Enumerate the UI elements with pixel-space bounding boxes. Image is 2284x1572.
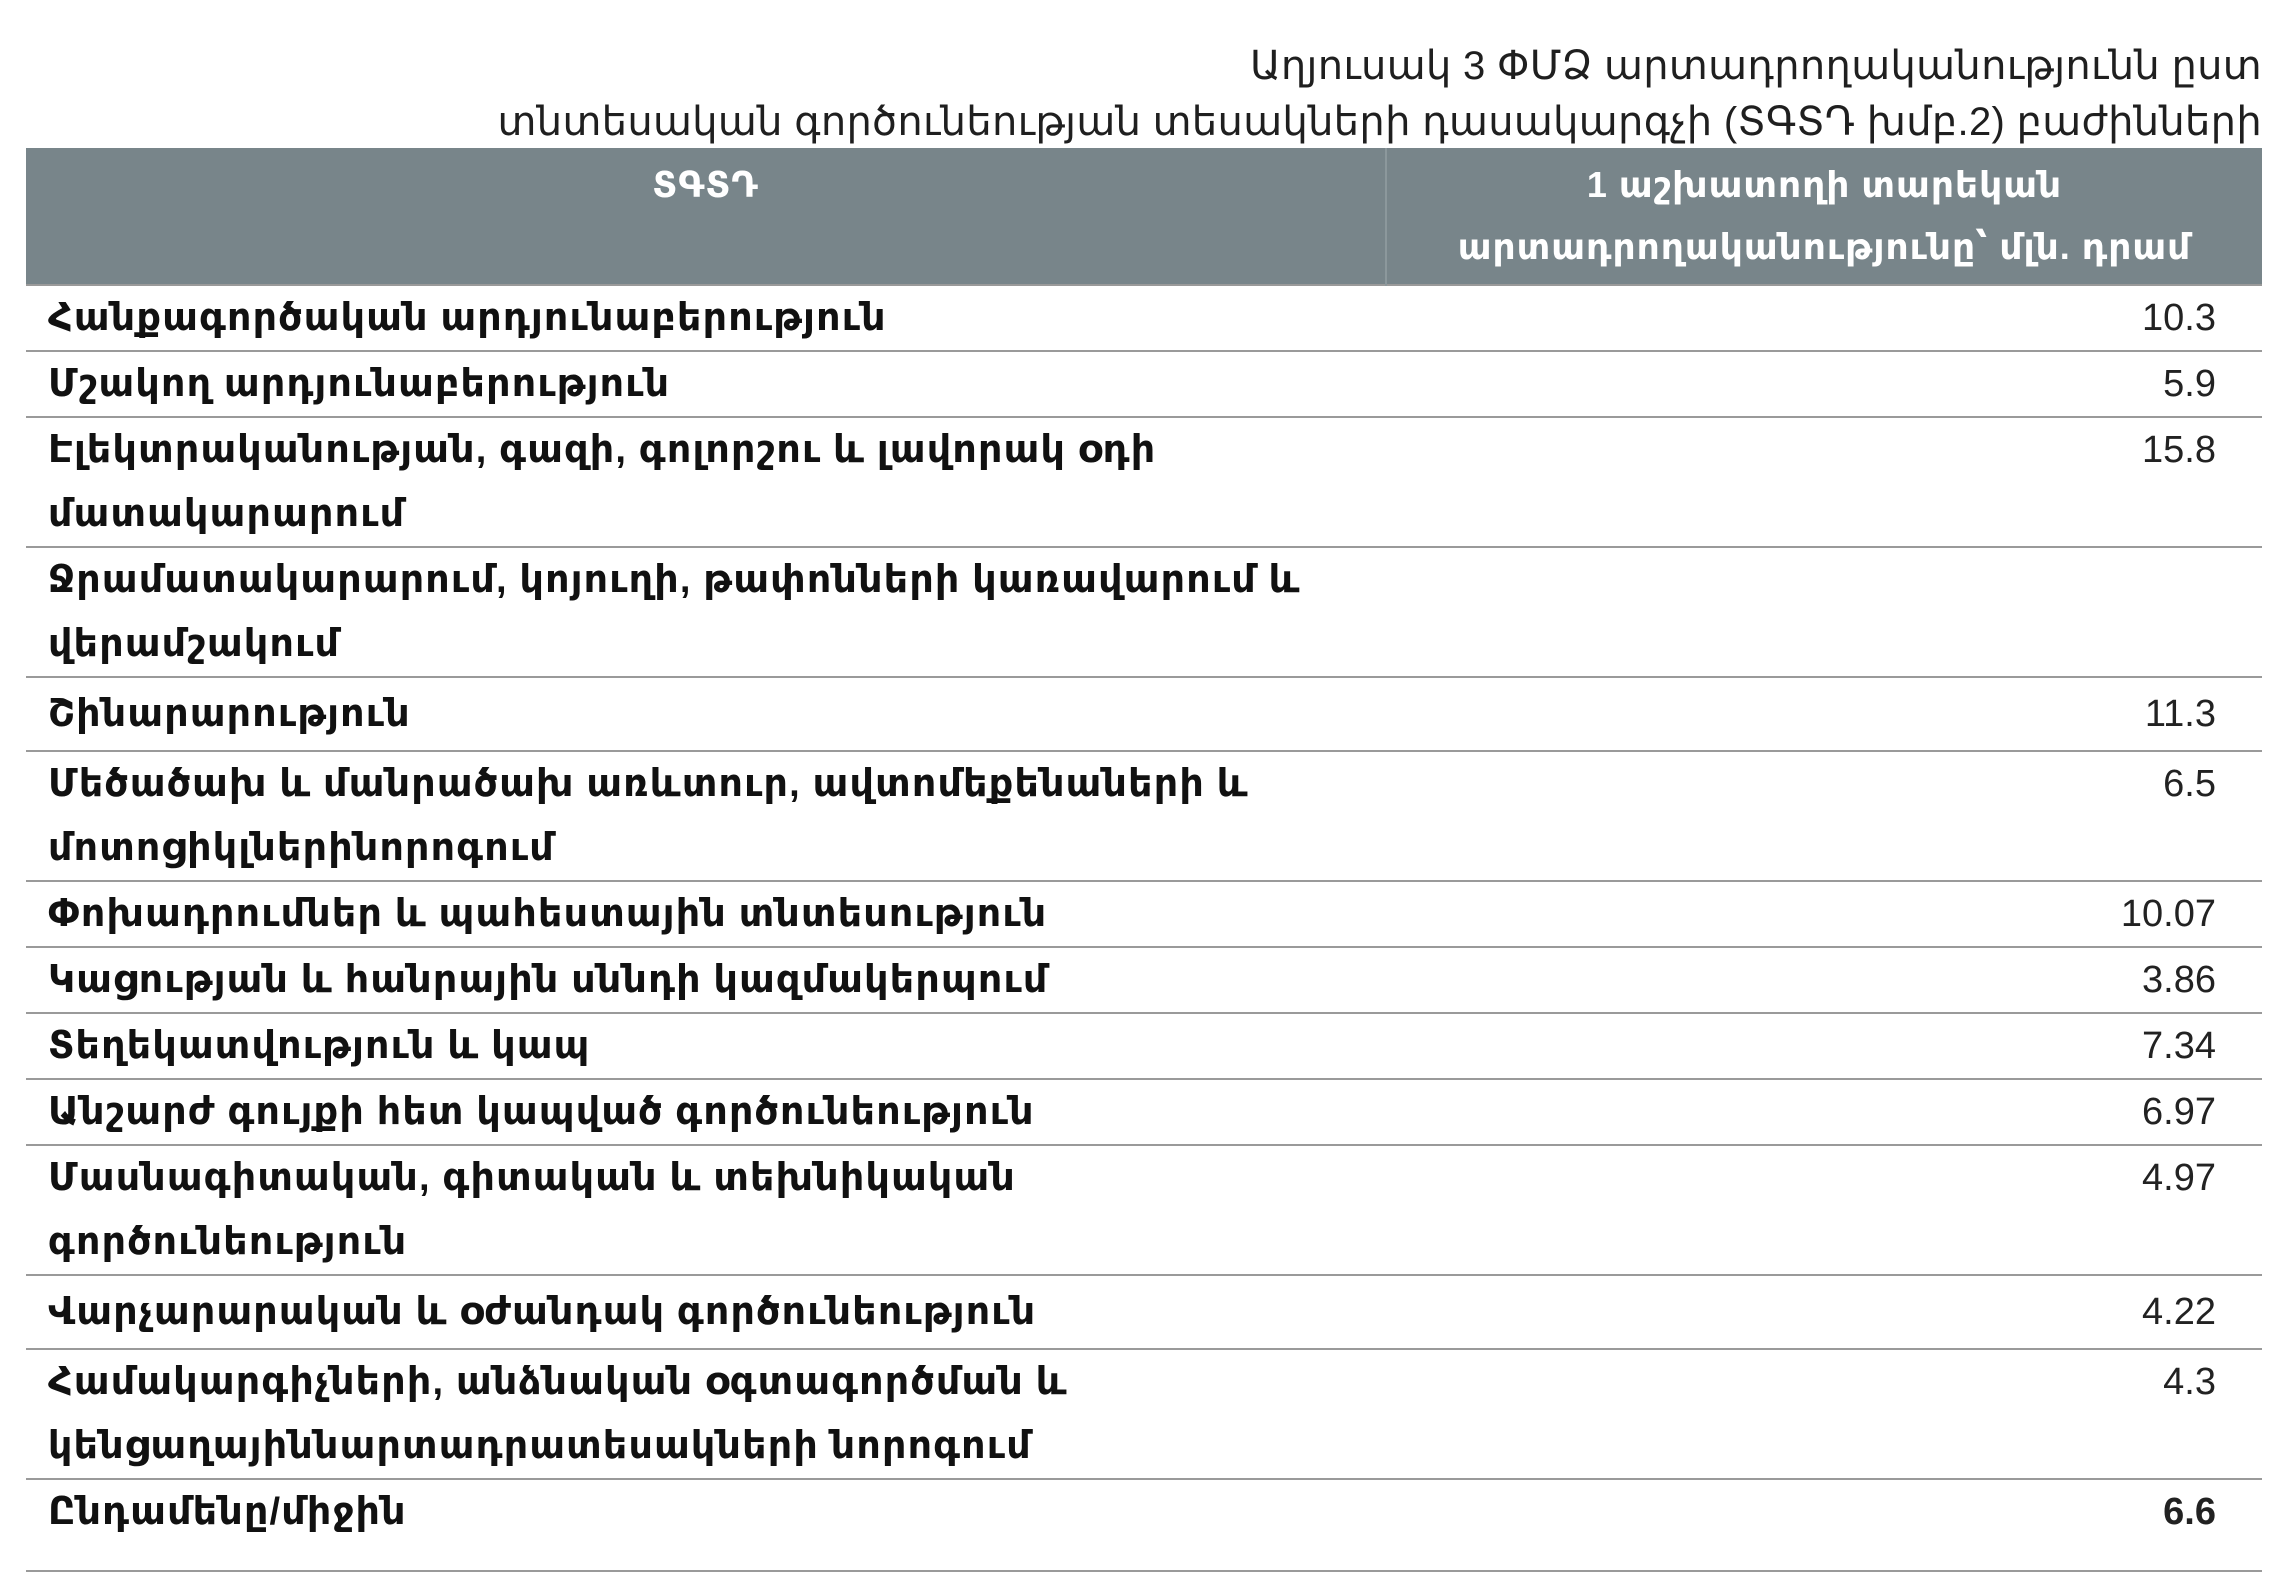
caption-line-1: Աղյուսակ 3 ՓՄՁ արտադրողականությունն ըստ (1249, 44, 2262, 88)
header-row (26, 148, 2262, 285)
row-total-value: 6.6 (1386, 1479, 2262, 1571)
table-row (26, 1145, 2262, 1275)
row-sector-value: 4.22 (1386, 1275, 2262, 1349)
row-sector-value: 7.34 (1386, 1013, 2262, 1079)
table-row (26, 1275, 2262, 1349)
table-body (26, 285, 2262, 1571)
row-sector-value: 10.3 (1386, 285, 2262, 351)
row-sector-name: Փոխադրումներ և պահեստային տնտեսություն (26, 881, 1386, 947)
table-row (26, 1013, 2262, 1079)
table-caption (0, 38, 2262, 150)
table-row (26, 417, 2262, 547)
row-sector-value: 11.3 (1386, 677, 2262, 751)
row-sector-name: Մասնագիտական, գիտական և տեխնիկական գործունեություն (26, 1145, 1386, 1275)
table-row-total (26, 1479, 2262, 1571)
row-sector-name: Մշակող արդյունաբերություն (26, 351, 1386, 417)
row-sector-value: 15.8 (1386, 417, 2262, 547)
table-row (26, 947, 2262, 1013)
row-sector-value: 4.97 (1386, 1145, 2262, 1275)
header-classification: ՏԳՏԴ (26, 148, 1386, 285)
row-sector-name: Էլեկտրականության, գազի, գոլորշու և լավորակ օդի մատակարարում (26, 417, 1386, 547)
productivity-table (26, 148, 2262, 1572)
row-sector-name: Ջրամատակարարում, կոյուղի, թափոնների կառավարում և վերամշակում (26, 547, 1386, 677)
row-sector-name: Համակարգիչների, անձնական օգտագործման և կենցաղայիննարտադրատեսակների նորոգում (26, 1349, 1386, 1479)
row-sector-name: Հանքագործական արդյունաբերություն (26, 285, 1386, 351)
table-header (26, 148, 2262, 285)
row-sector-value (1386, 547, 2262, 677)
table-row (26, 1349, 2262, 1479)
row-sector-name: Վարչարարական և օժանդակ գործունեություն (26, 1275, 1386, 1349)
row-sector-value: 4.3 (1386, 1349, 2262, 1479)
table-row (26, 351, 2262, 417)
table-row (26, 881, 2262, 947)
row-sector-value: 10.07 (1386, 881, 2262, 947)
row-sector-name: Կացության և հանրային սննդի կազմակերպում (26, 947, 1386, 1013)
row-sector-name: Մեծածախ և մանրածախ առևտուր, ավտոմեքենաների և մոտոցիկլներինորոգում (26, 751, 1386, 881)
row-sector-value: 6.5 (1386, 751, 2262, 881)
header-productivity-line-1: 1 աշխատողի տարեկան (1586, 164, 2063, 205)
row-sector-value: 6.97 (1386, 1079, 2262, 1145)
caption-line-2: տնտեսական գործունեության տեսակների դասակարգչի (ՏԳՏԴ խմբ.2) բաժինների (497, 100, 2262, 144)
header-productivity (1386, 148, 2262, 285)
row-sector-name: Անշարժ գույքի հետ կապված գործունեություն (26, 1079, 1386, 1145)
row-sector-value: 5.9 (1386, 351, 2262, 417)
table-row (26, 547, 2262, 677)
row-sector-value: 3.86 (1386, 947, 2262, 1013)
table-row (26, 677, 2262, 751)
table-row (26, 751, 2262, 881)
row-sector-name: Շինարարություն (26, 677, 1386, 751)
row-sector-name: Տեղեկատվություն և կապ (26, 1013, 1386, 1079)
table-row (26, 1079, 2262, 1145)
header-productivity-line-2: արտադրողականությունը՝ մլն. դրամ (1457, 226, 2192, 267)
table-row (26, 285, 2262, 351)
row-total-name: Ընդամենը/միջին (26, 1479, 1386, 1571)
